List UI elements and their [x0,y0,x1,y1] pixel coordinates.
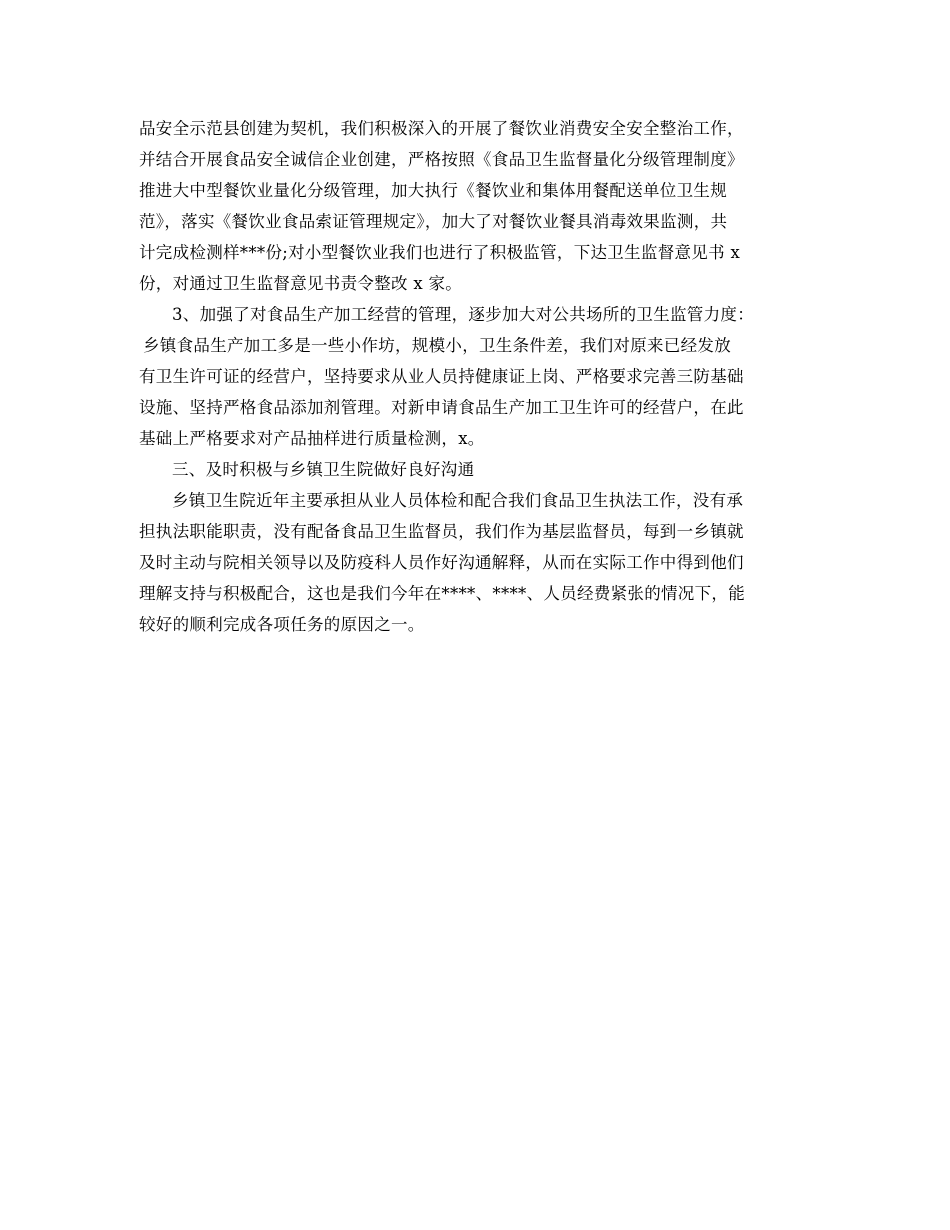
paragraph-heading-3: 3、加强了对食品生产加工经营的管理，逐步加大对公共场所的卫生监管力度： [172,305,754,324]
text-line: 基础上严格要求对产品抽样进行质量检测，x。 [139,429,485,448]
section-heading-three: 三、及时积极与乡镇卫生院做好良好沟通 [172,460,475,479]
text-line: 范》，落实《餐饮业食品索证管理规定》，加大了对餐饮业餐具消毒效果监测，共 [139,212,728,231]
text-line: 设施、坚持严格食品添加剂管理。对新申请食品生产加工卫生许可的经营户，在此 [139,398,744,417]
text-line: 担执法职能职责，没有配备食品卫生监督员，我们作为基层监督员，每到一乡镇就 [139,522,744,541]
text-line: 乡镇卫生院近年主要承担从业人员体检和配合我们食品卫生执法工作，没有承 [172,491,744,510]
text-line: 较好的顺利完成各项任务的原因之一。 [139,615,425,634]
text-line: 及时主动与院相关领导以及防疫科人员作好沟通解释，从而在实际工作中得到他们 [139,553,744,572]
text-line: 乡镇食品生产加工多是一些小作坊，规模小，卫生条件差，我们对原来已经发放 [143,336,731,355]
text-line: 计完成检测样***份;对小型餐饮业我们也进行了积极监管，下达卫生监督意见书 x [139,243,741,262]
text-line: 推进大中型餐饮业量化分级管理，加大执行《餐饮业和集体用餐配送单位卫生规 [139,181,727,200]
text-line: 品安全示范县创建为契机，我们积极深入的开展了餐饮业消费安全安全整治工作， [139,119,744,138]
text-line: 份，对通过卫生监督意见书责令整改 x 家。 [139,274,463,293]
text-line: 并结合开展食品安全诚信企业创建，严格按照《食品卫生监督量化分级管理制度》 [139,150,744,169]
text-line: 理解支持与积极配合，这也是我们今年在****、****、人员经费紧张的情况下，能 [139,584,745,603]
text-line: 有卫生许可证的经营户，坚持要求从业人员持健康证上岗、严格要求完善三防基础 [139,367,744,386]
body-text [139,113,829,640]
